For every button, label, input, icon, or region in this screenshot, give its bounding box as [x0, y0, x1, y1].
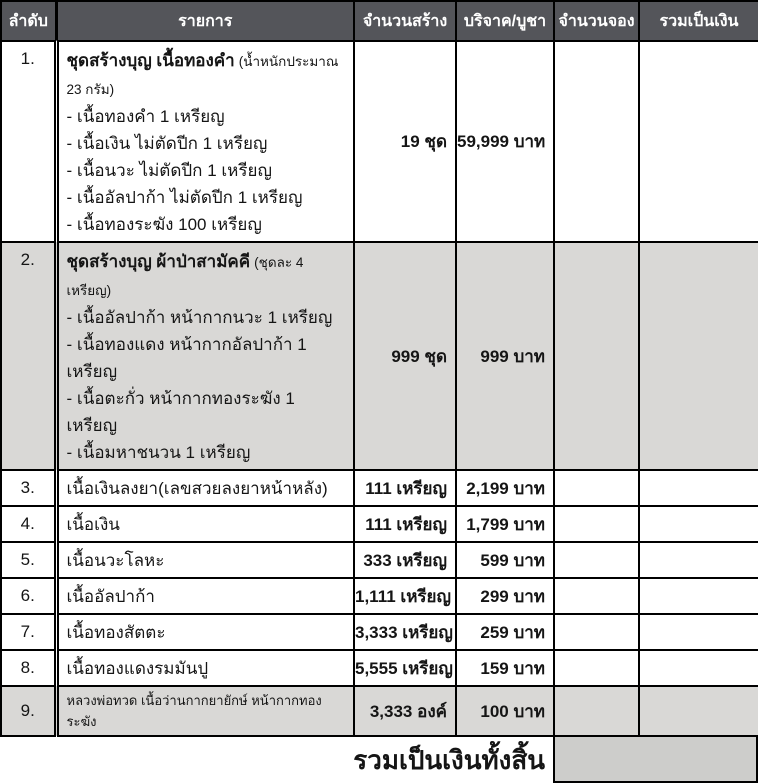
qty-cell: 333 เหรียญ — [354, 542, 456, 578]
row-number-cell: 3. — [1, 470, 56, 506]
item-cell — [56, 614, 354, 650]
item-title: เนื้อทองแดงรมมันปู — [66, 658, 209, 678]
item-cell — [56, 470, 354, 506]
row-number-cell: 1. — [1, 41, 56, 242]
reserve-cell — [554, 242, 639, 470]
table-row — [1, 542, 758, 578]
item-title: เนื้อนวะโลหะ — [66, 550, 165, 570]
item-cell — [56, 242, 354, 470]
total-cell — [639, 542, 758, 578]
item-line: - เนื้อเงิน ไม่ตัดปีก 1 เหรียญ — [66, 134, 268, 153]
table-row — [1, 650, 758, 686]
item-cell — [56, 578, 354, 614]
qty-cell: 3,333 องค์ — [354, 686, 456, 736]
row-number-cell: 6. — [1, 578, 56, 614]
price-cell: 100 บาท — [456, 686, 554, 736]
total-cell — [639, 578, 758, 614]
price-cell: 1,799 บาท — [456, 506, 554, 542]
item-cell — [56, 650, 354, 686]
price-cell: 299 บาท — [456, 578, 554, 614]
qty-cell: 999 ชุด — [354, 242, 456, 470]
item-line: - เนื้ออัลปาก้า ไม่ตัดปีก 1 เหรียญ — [66, 188, 303, 207]
column-header-reserve: จำนวนจอง — [554, 1, 639, 41]
item-title: เนื้อทองสัตตะ — [66, 622, 166, 642]
item-note: (ชุดละ 4 เหรียญ) — [66, 255, 304, 298]
item-line: - เนื้อทองแดง หน้ากากอัลปาก้า 1 เหรียญ — [66, 335, 307, 381]
price-cell: 599 บาท — [456, 542, 554, 578]
total-cell — [639, 470, 758, 506]
item-line: - เนื้อมหาชนวน 1 เหรียญ — [66, 443, 251, 462]
item-title: เนื้อเงินลงยา — [66, 478, 159, 498]
qty-cell: 1,111 เหรียญ — [354, 578, 456, 614]
item-cell — [56, 686, 354, 736]
item-title: หลวงพ่อทวด เนื้อว่านกากยายักษ์ หน้ากากทองระฆัง — [66, 693, 322, 729]
item-note: (เลขสวยลงยาหน้าหลัง) — [158, 478, 328, 498]
item-line: - เนื้ออัลปาก้า หน้ากากนวะ 1 เหรียญ — [66, 308, 333, 327]
price-cell: 2,199 บาท — [456, 470, 554, 506]
total-cell — [639, 242, 758, 470]
row-number-cell: 7. — [1, 614, 56, 650]
reserve-cell — [554, 41, 639, 242]
reserve-cell — [554, 506, 639, 542]
price-cell: 59,999 บาท — [456, 41, 554, 242]
qty-cell: 3,333 เหรียญ — [354, 614, 456, 650]
header-row — [1, 1, 758, 41]
reserve-cell — [554, 470, 639, 506]
item-title: ชุดสร้างบุญ ผ้าป่าสามัคคี — [66, 252, 251, 271]
price-cell: 999 บาท — [456, 242, 554, 470]
table-row — [1, 614, 758, 650]
reserve-cell — [554, 650, 639, 686]
column-header-total: รวมเป็นเงิน — [639, 1, 758, 41]
price-cell: 259 บาท — [456, 614, 554, 650]
grand-total-label: รวมเป็นเงินทั้งสิ้น — [353, 744, 545, 775]
item-title: ชุดสร้างบุญ เนื้อทองคำ — [66, 51, 235, 70]
item-cell — [56, 506, 354, 542]
item-cell — [56, 542, 354, 578]
row-number-cell: 5. — [1, 542, 56, 578]
item-note: (น้ำหนักประมาณ 23 กรัม) — [66, 54, 339, 97]
row-number-cell: 8. — [1, 650, 56, 686]
item-cell — [56, 41, 354, 242]
qty-cell: 111 เหรียญ — [354, 470, 456, 506]
item-title: เนื้ออัลปาก้า — [66, 586, 155, 606]
column-header-price: บริจาค/บูชา — [456, 1, 554, 41]
reserve-cell — [554, 614, 639, 650]
total-cell — [639, 41, 758, 242]
item-line: - เนื้อนวะ ไม่ตัดปีก 1 เหรียญ — [66, 161, 272, 180]
qty-cell: 19 ชุด — [354, 41, 456, 242]
qty-cell: 5,555 เหรียญ — [354, 650, 456, 686]
reserve-cell — [554, 578, 639, 614]
table-row — [1, 506, 758, 542]
row-number-cell: 9. — [1, 686, 56, 736]
table-row — [1, 578, 758, 614]
table-row — [1, 41, 758, 242]
item-line: - เนื้อทองระฆัง 100 เหรียญ — [66, 215, 262, 234]
row-number-cell: 2. — [1, 242, 56, 470]
item-line: - เนื้อทองคำ 1 เหรียญ — [66, 107, 225, 126]
total-cell — [639, 686, 758, 736]
row-number-cell: 4. — [1, 506, 56, 542]
qty-cell: 111 เหรียญ — [354, 506, 456, 542]
table-row — [1, 470, 758, 506]
column-header-qty: จำนวนสร้าง — [354, 1, 456, 41]
column-header-item: รายการ — [56, 1, 354, 41]
price-cell: 159 บาท — [456, 650, 554, 686]
column-header-no: ลำดับ — [1, 1, 56, 41]
reserve-cell — [554, 542, 639, 578]
reserve-cell — [554, 686, 639, 736]
item-line: - เนื้อตะกั่ว หน้ากากทองระฆัง 1 เหรียญ — [66, 389, 295, 435]
total-cell — [639, 650, 758, 686]
grand-total-row — [0, 737, 758, 783]
item-title: เนื้อเงิน — [66, 514, 120, 534]
total-cell — [639, 506, 758, 542]
table-row — [1, 686, 758, 736]
grand-total-cell — [553, 737, 758, 783]
table-row — [1, 242, 758, 470]
total-cell — [639, 614, 758, 650]
